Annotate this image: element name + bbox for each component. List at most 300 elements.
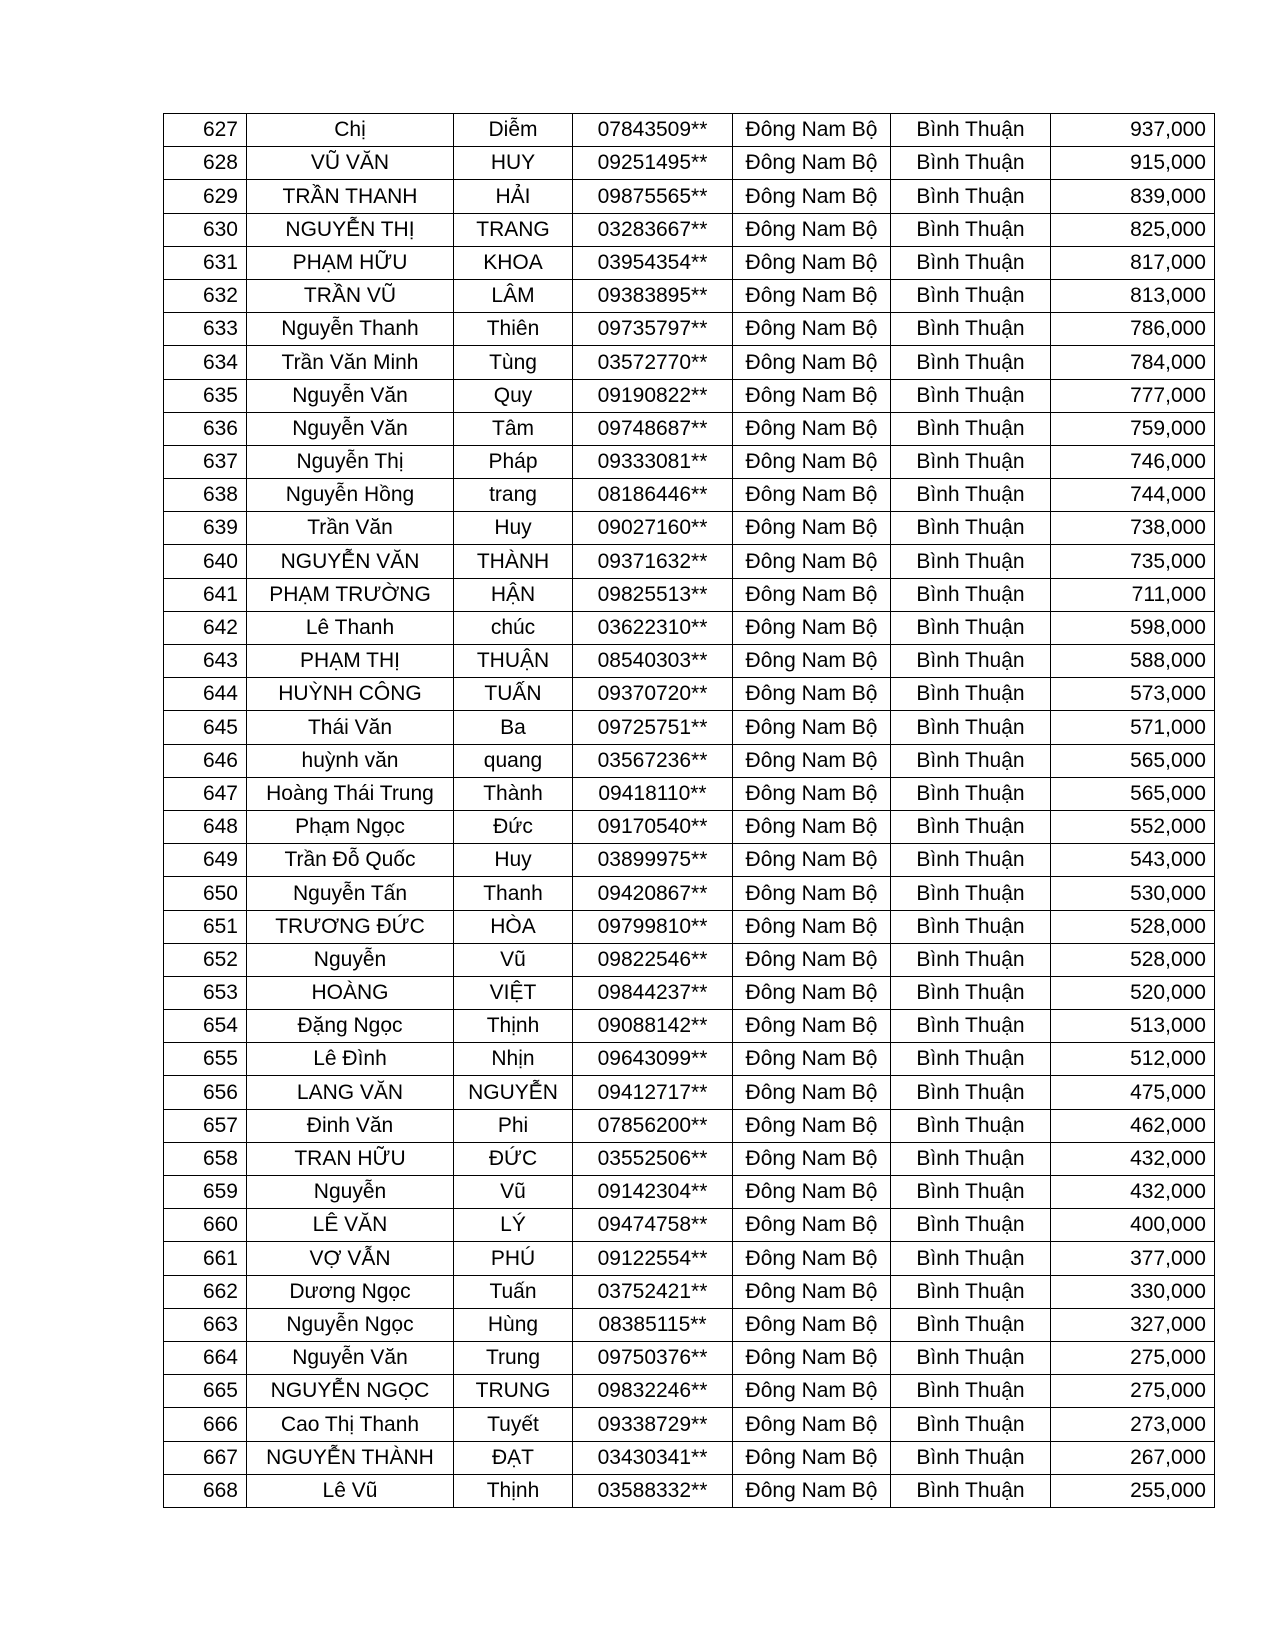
region-cell: Đông Nam Bộ bbox=[733, 479, 891, 512]
province-cell: Bình Thuận bbox=[891, 1474, 1051, 1507]
phone-cell: 09844237** bbox=[573, 976, 733, 1009]
amount-cell: 735,000 bbox=[1051, 545, 1215, 578]
province-cell: Bình Thuận bbox=[891, 1375, 1051, 1408]
region-cell: Đông Nam Bộ bbox=[733, 844, 891, 877]
region-cell: Đông Nam Bộ bbox=[733, 379, 891, 412]
province-cell: Bình Thuận bbox=[891, 1142, 1051, 1175]
province-cell: Bình Thuận bbox=[891, 943, 1051, 976]
table-row bbox=[164, 1076, 1215, 1109]
row-number-cell: 649 bbox=[164, 844, 247, 877]
table-row bbox=[164, 346, 1215, 379]
phone-cell: 09333081** bbox=[573, 445, 733, 478]
region-cell: Đông Nam Bộ bbox=[733, 246, 891, 279]
given-name-cell: Tuấn bbox=[454, 1275, 573, 1308]
region-cell: Đông Nam Bộ bbox=[733, 1142, 891, 1175]
region-cell: Đông Nam Bộ bbox=[733, 1076, 891, 1109]
given-name-cell: Tâm bbox=[454, 412, 573, 445]
province-cell: Bình Thuận bbox=[891, 213, 1051, 246]
amount-cell: 513,000 bbox=[1051, 1010, 1215, 1043]
row-number-cell: 658 bbox=[164, 1142, 247, 1175]
row-number-cell: 655 bbox=[164, 1043, 247, 1076]
region-cell: Đông Nam Bộ bbox=[733, 711, 891, 744]
province-cell: Bình Thuận bbox=[891, 910, 1051, 943]
province-cell: Bình Thuận bbox=[891, 545, 1051, 578]
phone-cell: 09088142** bbox=[573, 1010, 733, 1043]
phone-cell: 09027160** bbox=[573, 512, 733, 545]
province-cell: Bình Thuận bbox=[891, 445, 1051, 478]
given-name-cell: Trung bbox=[454, 1341, 573, 1374]
family-name-cell: Cao Thị Thanh bbox=[247, 1408, 454, 1441]
family-name-cell: Trần Văn Minh bbox=[247, 346, 454, 379]
given-name-cell: LÂM bbox=[454, 279, 573, 312]
province-cell: Bình Thuận bbox=[891, 1010, 1051, 1043]
table-row bbox=[164, 976, 1215, 1009]
row-number-cell: 657 bbox=[164, 1109, 247, 1142]
family-name-cell: VỢ VẪN bbox=[247, 1242, 454, 1275]
given-name-cell: Huy bbox=[454, 512, 573, 545]
phone-cell: 03588332** bbox=[573, 1474, 733, 1507]
amount-cell: 738,000 bbox=[1051, 512, 1215, 545]
region-cell: Đông Nam Bộ bbox=[733, 1474, 891, 1507]
row-number-cell: 650 bbox=[164, 877, 247, 910]
given-name-cell: ĐẠT bbox=[454, 1441, 573, 1474]
region-cell: Đông Nam Bộ bbox=[733, 114, 891, 147]
province-cell: Bình Thuận bbox=[891, 1109, 1051, 1142]
family-name-cell: Chị bbox=[247, 114, 454, 147]
province-cell: Bình Thuận bbox=[891, 645, 1051, 678]
phone-cell: 03752421** bbox=[573, 1275, 733, 1308]
amount-cell: 573,000 bbox=[1051, 678, 1215, 711]
province-cell: Bình Thuận bbox=[891, 1408, 1051, 1441]
table-row bbox=[164, 1408, 1215, 1441]
row-number-cell: 642 bbox=[164, 611, 247, 644]
table-row bbox=[164, 1109, 1215, 1142]
region-cell: Đông Nam Bộ bbox=[733, 213, 891, 246]
given-name-cell: Đức bbox=[454, 810, 573, 843]
row-number-cell: 640 bbox=[164, 545, 247, 578]
region-cell: Đông Nam Bộ bbox=[733, 678, 891, 711]
region-cell: Đông Nam Bộ bbox=[733, 877, 891, 910]
family-name-cell: Lê Đình bbox=[247, 1043, 454, 1076]
province-cell: Bình Thuận bbox=[891, 1043, 1051, 1076]
family-name-cell: HUỲNH CÔNG bbox=[247, 678, 454, 711]
phone-cell: 03283667** bbox=[573, 213, 733, 246]
given-name-cell: TRUNG bbox=[454, 1375, 573, 1408]
family-name-cell: LANG VĂN bbox=[247, 1076, 454, 1109]
row-number-cell: 645 bbox=[164, 711, 247, 744]
amount-cell: 937,000 bbox=[1051, 114, 1215, 147]
table-row bbox=[164, 1043, 1215, 1076]
province-cell: Bình Thuận bbox=[891, 777, 1051, 810]
phone-cell: 03954354** bbox=[573, 246, 733, 279]
phone-cell: 09825513** bbox=[573, 578, 733, 611]
table-row bbox=[164, 678, 1215, 711]
row-number-cell: 647 bbox=[164, 777, 247, 810]
amount-cell: 746,000 bbox=[1051, 445, 1215, 478]
amount-cell: 330,000 bbox=[1051, 1275, 1215, 1308]
family-name-cell: TRƯƠNG ĐỨC bbox=[247, 910, 454, 943]
row-number-cell: 630 bbox=[164, 213, 247, 246]
province-cell: Bình Thuận bbox=[891, 479, 1051, 512]
table-row bbox=[164, 611, 1215, 644]
region-cell: Đông Nam Bộ bbox=[733, 412, 891, 445]
given-name-cell: THÀNH bbox=[454, 545, 573, 578]
row-number-cell: 631 bbox=[164, 246, 247, 279]
table-row bbox=[164, 810, 1215, 843]
family-name-cell: PHẠM THỊ bbox=[247, 645, 454, 678]
table-row bbox=[164, 445, 1215, 478]
amount-cell: 377,000 bbox=[1051, 1242, 1215, 1275]
family-name-cell: TRAN HỮU bbox=[247, 1142, 454, 1175]
given-name-cell: Huy bbox=[454, 844, 573, 877]
region-cell: Đông Nam Bộ bbox=[733, 1242, 891, 1275]
family-name-cell: LÊ VĂN bbox=[247, 1209, 454, 1242]
row-number-cell: 644 bbox=[164, 678, 247, 711]
row-number-cell: 654 bbox=[164, 1010, 247, 1043]
row-number-cell: 635 bbox=[164, 379, 247, 412]
given-name-cell: THUẬN bbox=[454, 645, 573, 678]
phone-cell: 09750376** bbox=[573, 1341, 733, 1374]
table-row bbox=[164, 1176, 1215, 1209]
amount-cell: 267,000 bbox=[1051, 1441, 1215, 1474]
phone-cell: 08385115** bbox=[573, 1308, 733, 1341]
row-number-cell: 641 bbox=[164, 578, 247, 611]
amount-cell: 475,000 bbox=[1051, 1076, 1215, 1109]
phone-cell: 09338729** bbox=[573, 1408, 733, 1441]
province-cell: Bình Thuận bbox=[891, 180, 1051, 213]
amount-cell: 432,000 bbox=[1051, 1176, 1215, 1209]
row-number-cell: 652 bbox=[164, 943, 247, 976]
province-cell: Bình Thuận bbox=[891, 512, 1051, 545]
region-cell: Đông Nam Bộ bbox=[733, 611, 891, 644]
family-name-cell: Nguyễn Văn bbox=[247, 412, 454, 445]
table-row bbox=[164, 877, 1215, 910]
amount-cell: 786,000 bbox=[1051, 313, 1215, 346]
family-name-cell: Nguyễn Hồng bbox=[247, 479, 454, 512]
given-name-cell: trang bbox=[454, 479, 573, 512]
row-number-cell: 651 bbox=[164, 910, 247, 943]
given-name-cell: HÒA bbox=[454, 910, 573, 943]
table-row bbox=[164, 578, 1215, 611]
province-cell: Bình Thuận bbox=[891, 744, 1051, 777]
table-row bbox=[164, 943, 1215, 976]
table-row bbox=[164, 1341, 1215, 1374]
given-name-cell: Thiên bbox=[454, 313, 573, 346]
phone-cell: 09383895** bbox=[573, 279, 733, 312]
province-cell: Bình Thuận bbox=[891, 844, 1051, 877]
phone-cell: 09170540** bbox=[573, 810, 733, 843]
phone-cell: 09725751** bbox=[573, 711, 733, 744]
family-name-cell: Nguyễn bbox=[247, 943, 454, 976]
family-name-cell: Nguyễn Văn bbox=[247, 1341, 454, 1374]
region-cell: Đông Nam Bộ bbox=[733, 1341, 891, 1374]
row-number-cell: 656 bbox=[164, 1076, 247, 1109]
table-row bbox=[164, 147, 1215, 180]
row-number-cell: 637 bbox=[164, 445, 247, 478]
province-cell: Bình Thuận bbox=[891, 1308, 1051, 1341]
province-cell: Bình Thuận bbox=[891, 1209, 1051, 1242]
row-number-cell: 653 bbox=[164, 976, 247, 1009]
family-name-cell: Nguyễn Văn bbox=[247, 379, 454, 412]
family-name-cell: Đinh Văn bbox=[247, 1109, 454, 1142]
table-row bbox=[164, 545, 1215, 578]
given-name-cell: Nhịn bbox=[454, 1043, 573, 1076]
row-number-cell: 628 bbox=[164, 147, 247, 180]
amount-cell: 777,000 bbox=[1051, 379, 1215, 412]
amount-cell: 275,000 bbox=[1051, 1375, 1215, 1408]
province-cell: Bình Thuận bbox=[891, 246, 1051, 279]
region-cell: Đông Nam Bộ bbox=[733, 578, 891, 611]
phone-cell: 03899975** bbox=[573, 844, 733, 877]
phone-cell: 03572770** bbox=[573, 346, 733, 379]
table-row bbox=[164, 114, 1215, 147]
family-name-cell: VŨ VĂN bbox=[247, 147, 454, 180]
region-cell: Đông Nam Bộ bbox=[733, 976, 891, 1009]
given-name-cell: Ba bbox=[454, 711, 573, 744]
family-name-cell: Lê Thanh bbox=[247, 611, 454, 644]
table-row bbox=[164, 1275, 1215, 1308]
region-cell: Đông Nam Bộ bbox=[733, 910, 891, 943]
province-cell: Bình Thuận bbox=[891, 379, 1051, 412]
phone-cell: 09474758** bbox=[573, 1209, 733, 1242]
family-name-cell: Trần Đỗ Quốc bbox=[247, 844, 454, 877]
family-name-cell: Phạm Ngọc bbox=[247, 810, 454, 843]
table-row bbox=[164, 910, 1215, 943]
region-cell: Đông Nam Bộ bbox=[733, 512, 891, 545]
amount-cell: 817,000 bbox=[1051, 246, 1215, 279]
table-row bbox=[164, 379, 1215, 412]
given-name-cell: Phi bbox=[454, 1109, 573, 1142]
table-row bbox=[164, 1209, 1215, 1242]
phone-cell: 09735797** bbox=[573, 313, 733, 346]
region-cell: Đông Nam Bộ bbox=[733, 279, 891, 312]
row-number-cell: 665 bbox=[164, 1375, 247, 1408]
given-name-cell: VIỆT bbox=[454, 976, 573, 1009]
given-name-cell: Thanh bbox=[454, 877, 573, 910]
family-name-cell: Nguyễn Ngọc bbox=[247, 1308, 454, 1341]
family-name-cell: PHẠM HỮU bbox=[247, 246, 454, 279]
row-number-cell: 660 bbox=[164, 1209, 247, 1242]
phone-cell: 09875565** bbox=[573, 180, 733, 213]
given-name-cell: KHOA bbox=[454, 246, 573, 279]
phone-cell: 09643099** bbox=[573, 1043, 733, 1076]
family-name-cell: Hoàng Thái Trung bbox=[247, 777, 454, 810]
row-number-cell: 659 bbox=[164, 1176, 247, 1209]
amount-cell: 598,000 bbox=[1051, 611, 1215, 644]
amount-cell: 744,000 bbox=[1051, 479, 1215, 512]
amount-cell: 530,000 bbox=[1051, 877, 1215, 910]
table-row bbox=[164, 246, 1215, 279]
given-name-cell: quang bbox=[454, 744, 573, 777]
row-number-cell: 639 bbox=[164, 512, 247, 545]
table-row bbox=[164, 1308, 1215, 1341]
amount-cell: 462,000 bbox=[1051, 1109, 1215, 1142]
amount-cell: 273,000 bbox=[1051, 1408, 1215, 1441]
given-name-cell: ĐỨC bbox=[454, 1142, 573, 1175]
phone-cell: 09832246** bbox=[573, 1375, 733, 1408]
table-row bbox=[164, 1010, 1215, 1043]
phone-cell: 07856200** bbox=[573, 1109, 733, 1142]
family-name-cell: Thái Văn bbox=[247, 711, 454, 744]
given-name-cell: Thành bbox=[454, 777, 573, 810]
amount-cell: 565,000 bbox=[1051, 777, 1215, 810]
province-cell: Bình Thuận bbox=[891, 976, 1051, 1009]
table-row bbox=[164, 412, 1215, 445]
amount-cell: 552,000 bbox=[1051, 810, 1215, 843]
family-name-cell: NGUYỄN NGỌC bbox=[247, 1375, 454, 1408]
amount-cell: 839,000 bbox=[1051, 180, 1215, 213]
province-cell: Bình Thuận bbox=[891, 412, 1051, 445]
row-number-cell: 646 bbox=[164, 744, 247, 777]
region-cell: Đông Nam Bộ bbox=[733, 1375, 891, 1408]
family-name-cell: Nguyễn bbox=[247, 1176, 454, 1209]
row-number-cell: 648 bbox=[164, 810, 247, 843]
family-name-cell: NGUYỄN VĂN bbox=[247, 545, 454, 578]
region-cell: Đông Nam Bộ bbox=[733, 810, 891, 843]
province-cell: Bình Thuận bbox=[891, 678, 1051, 711]
results-table bbox=[163, 113, 1215, 1508]
region-cell: Đông Nam Bộ bbox=[733, 645, 891, 678]
amount-cell: 759,000 bbox=[1051, 412, 1215, 445]
row-number-cell: 629 bbox=[164, 180, 247, 213]
table-row bbox=[164, 213, 1215, 246]
row-number-cell: 634 bbox=[164, 346, 247, 379]
amount-cell: 512,000 bbox=[1051, 1043, 1215, 1076]
row-number-cell: 664 bbox=[164, 1341, 247, 1374]
region-cell: Đông Nam Bộ bbox=[733, 943, 891, 976]
given-name-cell: PHÚ bbox=[454, 1242, 573, 1275]
province-cell: Bình Thuận bbox=[891, 1176, 1051, 1209]
region-cell: Đông Nam Bộ bbox=[733, 1408, 891, 1441]
given-name-cell: Vũ bbox=[454, 943, 573, 976]
table-row bbox=[164, 313, 1215, 346]
family-name-cell: HOÀNG bbox=[247, 976, 454, 1009]
region-cell: Đông Nam Bộ bbox=[733, 777, 891, 810]
row-number-cell: 662 bbox=[164, 1275, 247, 1308]
table-row bbox=[164, 512, 1215, 545]
row-number-cell: 633 bbox=[164, 313, 247, 346]
family-name-cell: NGUYỄN THÀNH bbox=[247, 1441, 454, 1474]
phone-cell: 09420867** bbox=[573, 877, 733, 910]
amount-cell: 915,000 bbox=[1051, 147, 1215, 180]
phone-cell: 08540303** bbox=[573, 645, 733, 678]
given-name-cell: Pháp bbox=[454, 445, 573, 478]
given-name-cell: Tùng bbox=[454, 346, 573, 379]
amount-cell: 711,000 bbox=[1051, 578, 1215, 611]
amount-cell: 543,000 bbox=[1051, 844, 1215, 877]
table-row bbox=[164, 777, 1215, 810]
table-row bbox=[164, 180, 1215, 213]
table-row bbox=[164, 1474, 1215, 1507]
family-name-cell: Nguyễn Tấn bbox=[247, 877, 454, 910]
province-cell: Bình Thuận bbox=[891, 578, 1051, 611]
region-cell: Đông Nam Bộ bbox=[733, 445, 891, 478]
family-name-cell: Đặng Ngọc bbox=[247, 1010, 454, 1043]
province-cell: Bình Thuận bbox=[891, 1275, 1051, 1308]
amount-cell: 565,000 bbox=[1051, 744, 1215, 777]
phone-cell: 09748687** bbox=[573, 412, 733, 445]
amount-cell: 784,000 bbox=[1051, 346, 1215, 379]
region-cell: Đông Nam Bộ bbox=[733, 744, 891, 777]
row-number-cell: 663 bbox=[164, 1308, 247, 1341]
province-cell: Bình Thuận bbox=[891, 346, 1051, 379]
row-number-cell: 668 bbox=[164, 1474, 247, 1507]
phone-cell: 09251495** bbox=[573, 147, 733, 180]
row-number-cell: 638 bbox=[164, 479, 247, 512]
given-name-cell: Diễm bbox=[454, 114, 573, 147]
region-cell: Đông Nam Bộ bbox=[733, 1010, 891, 1043]
amount-cell: 528,000 bbox=[1051, 910, 1215, 943]
given-name-cell: HẢI bbox=[454, 180, 573, 213]
amount-cell: 327,000 bbox=[1051, 1308, 1215, 1341]
given-name-cell: chúc bbox=[454, 611, 573, 644]
province-cell: Bình Thuận bbox=[891, 1341, 1051, 1374]
family-name-cell: Lê Vũ bbox=[247, 1474, 454, 1507]
region-cell: Đông Nam Bộ bbox=[733, 1275, 891, 1308]
table-row bbox=[164, 645, 1215, 678]
province-cell: Bình Thuận bbox=[891, 810, 1051, 843]
table-row bbox=[164, 479, 1215, 512]
given-name-cell: Thịnh bbox=[454, 1474, 573, 1507]
province-cell: Bình Thuận bbox=[891, 1242, 1051, 1275]
family-name-cell: TRẦN VŨ bbox=[247, 279, 454, 312]
family-name-cell: Nguyễn Thị bbox=[247, 445, 454, 478]
amount-cell: 528,000 bbox=[1051, 943, 1215, 976]
amount-cell: 813,000 bbox=[1051, 279, 1215, 312]
province-cell: Bình Thuận bbox=[891, 279, 1051, 312]
province-cell: Bình Thuận bbox=[891, 711, 1051, 744]
phone-cell: 09418110** bbox=[573, 777, 733, 810]
phone-cell: 09122554** bbox=[573, 1242, 733, 1275]
region-cell: Đông Nam Bộ bbox=[733, 346, 891, 379]
given-name-cell: TUẤN bbox=[454, 678, 573, 711]
given-name-cell: HUY bbox=[454, 147, 573, 180]
phone-cell: 07843509** bbox=[573, 114, 733, 147]
region-cell: Đông Nam Bộ bbox=[733, 147, 891, 180]
row-number-cell: 643 bbox=[164, 645, 247, 678]
province-cell: Bình Thuận bbox=[891, 114, 1051, 147]
family-name-cell: TRẦN THANH bbox=[247, 180, 454, 213]
row-number-cell: 636 bbox=[164, 412, 247, 445]
given-name-cell: HẬN bbox=[454, 578, 573, 611]
table-body bbox=[164, 114, 1215, 1508]
table-row bbox=[164, 1441, 1215, 1474]
table-row bbox=[164, 711, 1215, 744]
given-name-cell: TRANG bbox=[454, 213, 573, 246]
family-name-cell: PHẠM TRƯỜNG bbox=[247, 578, 454, 611]
province-cell: Bình Thuận bbox=[891, 147, 1051, 180]
family-name-cell: NGUYỄN THỊ bbox=[247, 213, 454, 246]
province-cell: Bình Thuận bbox=[891, 313, 1051, 346]
phone-cell: 09370720** bbox=[573, 678, 733, 711]
region-cell: Đông Nam Bộ bbox=[733, 313, 891, 346]
given-name-cell: Tuyết bbox=[454, 1408, 573, 1441]
table-row bbox=[164, 1375, 1215, 1408]
phone-cell: 09371632** bbox=[573, 545, 733, 578]
region-cell: Đông Nam Bộ bbox=[733, 180, 891, 213]
row-number-cell: 667 bbox=[164, 1441, 247, 1474]
amount-cell: 400,000 bbox=[1051, 1209, 1215, 1242]
row-number-cell: 666 bbox=[164, 1408, 247, 1441]
region-cell: Đông Nam Bộ bbox=[733, 1043, 891, 1076]
phone-cell: 09190822** bbox=[573, 379, 733, 412]
province-cell: Bình Thuận bbox=[891, 1076, 1051, 1109]
amount-cell: 588,000 bbox=[1051, 645, 1215, 678]
given-name-cell: LÝ bbox=[454, 1209, 573, 1242]
amount-cell: 571,000 bbox=[1051, 711, 1215, 744]
amount-cell: 255,000 bbox=[1051, 1474, 1215, 1507]
phone-cell: 09799810** bbox=[573, 910, 733, 943]
